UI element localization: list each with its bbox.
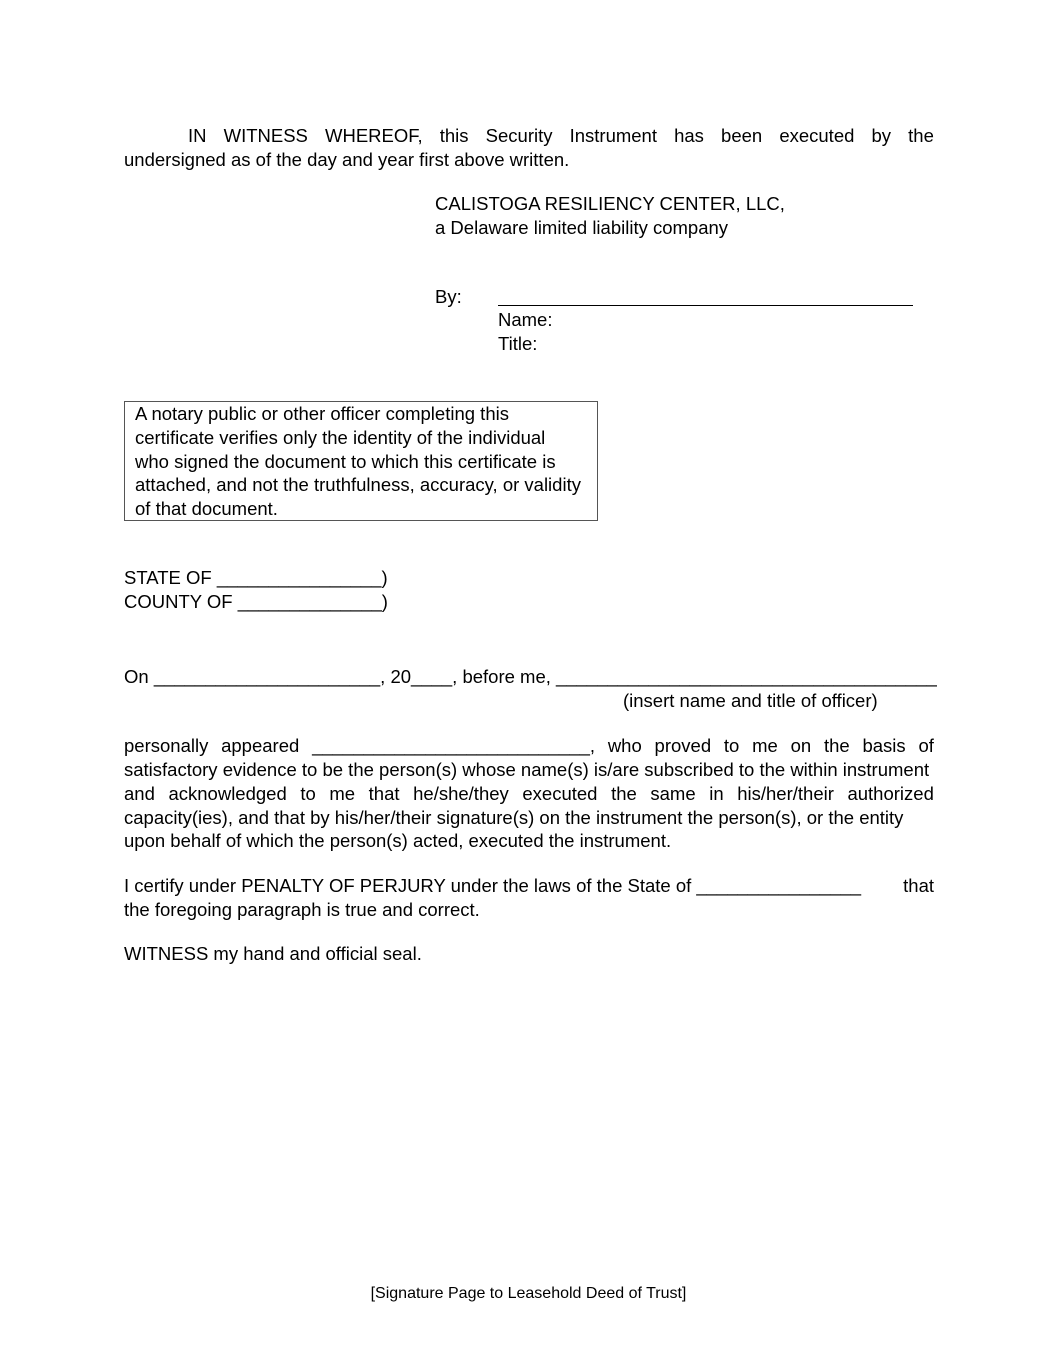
state-of-line[interactable]: STATE OF ________________) [124,567,388,588]
ack-word: the [823,735,850,756]
officer-hint: (insert name and title of officer) [623,690,878,711]
notary-notice-line: certificate verifies only the identity of the individual [135,427,546,448]
page-footer: [Signature Page to Leasehold Deed of Trust] [370,1285,687,1302]
witness-word: the [908,125,934,146]
company-name: CALISTOGA RESILIENCY CENTER, LLC, [435,193,785,214]
ack-word: he/she/they [413,783,509,804]
ack-word: authorized [847,783,934,804]
ack-word: acknowledged [168,783,287,804]
witness-seal-line: WITNESS my hand and official seal. [124,943,422,964]
ack-word: in [709,783,724,804]
ack-line-2: satisfactory evidence to be the person(s) whose name(s) is/are subscribed to the within instrument [124,759,930,780]
ack-line-3 [124,783,934,805]
ack-word: the [611,783,637,804]
ack-line-4: capacity(ies), and that by his/her/their signature(s) on the instrument the person(s), or the entity [124,807,904,828]
ack-word: proved [654,735,712,756]
perjury-line-2: the foregoing paragraph is true and correct. [124,899,480,920]
ack-word: and [124,783,155,804]
witness-word: Security [485,125,553,146]
witness-word: executed [779,125,855,146]
notary-notice-box [124,401,598,521]
perjury-text[interactable]: I certify under PENALTY OF PERJURY under the laws of the State of ________________ [124,875,862,896]
ack-word: his/her/their [737,783,834,804]
ack-line-1 [124,735,934,757]
notary-notice-line: of that document. [135,498,278,519]
ack-word: personally [124,735,209,756]
notary-notice-line: A notary public or other officer completing this [135,403,509,424]
perjury-text: that [903,875,934,896]
witness-word: Instrument [569,125,657,146]
signature-line[interactable] [498,305,913,306]
witness-word: this [439,125,469,146]
ack-word: same [650,783,696,804]
by-label: By: [435,286,462,307]
ack-word: to [300,783,316,804]
perjury-line-1 [124,875,934,897]
company-description: a Delaware limited liability company [435,217,729,238]
title-label: Title: [498,333,538,354]
witness-line-1 [188,125,934,147]
ack-word: basis [862,735,906,756]
ack-word: executed [522,783,598,804]
notary-notice-line: who signed the document to which this certificate is [135,451,556,472]
on-date-line[interactable]: On ______________________, 20____, before me, _____________________________________ [124,666,937,687]
ack-word: appeared [221,735,300,756]
witness-word: been [721,125,763,146]
ack-word: me [329,783,356,804]
county-of-line[interactable]: COUNTY OF ______________) [124,591,388,612]
name-label: Name: [498,309,553,330]
appeared-name-blank[interactable]: ___________________________, [312,735,596,756]
ack-word: that [368,783,400,804]
ack-word: me [752,735,778,756]
witness-word: WHEREOF, [325,125,423,146]
ack-word: on [790,735,812,756]
witness-word: WITNESS [223,125,308,146]
witness-word: by [871,125,892,146]
witness-word: has [674,125,704,146]
witness-word: IN [188,125,207,146]
ack-line-5: upon behalf of which the person(s) acted, executed the instrument. [124,830,672,851]
witness-line-2: undersigned as of the day and year first above written. [124,149,570,170]
ack-word: of [918,735,934,756]
ack-word: who [607,735,642,756]
ack-word: to [723,735,740,756]
notary-notice-line: attached, and not the truthfulness, accuracy, or validity [135,474,581,495]
